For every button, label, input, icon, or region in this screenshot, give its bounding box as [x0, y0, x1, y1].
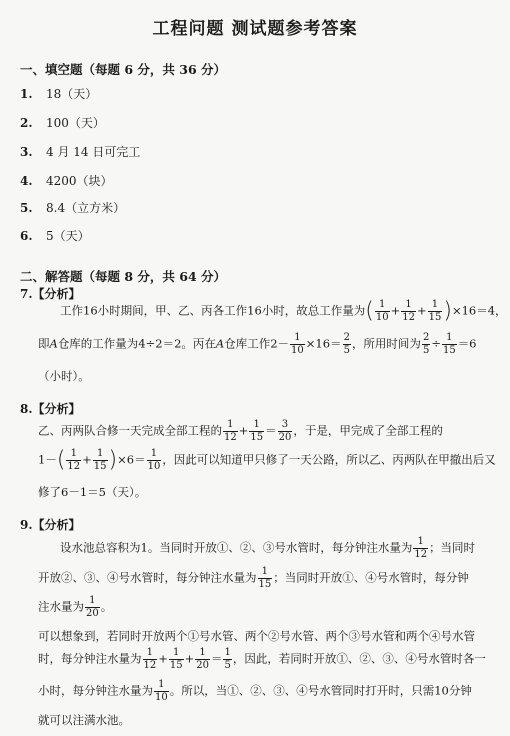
q7-text: 即 — [38, 336, 50, 351]
q9-line4: 可以想象到，若同时开放两个①号水管、两个②号水管、两个③号水管和两个④号水管 — [38, 629, 475, 643]
q8-text: ，因此可以知道甲只修了一天公路，所以乙、丙两队在甲撤出后又 — [162, 452, 496, 467]
q8-line2: 1－( $\frac{1}{12}$ + $\frac{1}{15}$ )×6＝ $\frac{1}{10}$ ，因此可以知道甲只修了一天公路，所以乙、丙两队在甲撤出后又 — [38, 447, 496, 473]
fill-answer-text: 8.4（立方米） — [46, 201, 126, 215]
q8-text: 乙、丙两队合修一天完成全部工程的 — [38, 423, 222, 438]
q8-line1: 乙、丙两队合修一天完成全部工程的 $\frac{1}{12}$ + $\frac{1}{15}$ ＝ $\frac{3}{20}$ ，于是，甲完成了全部工程的 — [38, 419, 443, 443]
q8-text: 1－ — [38, 452, 57, 467]
q7-line3: （小时）。 — [38, 369, 90, 383]
q9-line5: 时，每分钟注水量为 $\frac{1}{12}$ + $\frac{1}{15}$ + $\frac{1}{20}$ ＝ $\frac{1}{5}$ ，因此，若同时开放①、②、③、④号水管时各一 — [38, 647, 486, 671]
q7-var: A — [49, 336, 58, 351]
q7-text: ，所用时间为 — [351, 336, 421, 351]
q9-text: ；当同时 — [429, 540, 476, 555]
fraction: $\frac{1}{15}$ — [169, 647, 183, 671]
q9-text: ，因此，若同时开放①、②、③、④号水管时各一 — [232, 651, 486, 666]
paren-left: ( — [365, 298, 374, 324]
q7-text: 仓库的工作量为4÷2＝2。丙在 — [57, 336, 216, 351]
fraction: $\frac{1}{20}$ — [86, 595, 99, 619]
fill-answer-item — [20, 85, 97, 102]
q8-text: ×6＝ — [117, 452, 146, 467]
paren-right: ) — [108, 447, 118, 473]
fraction: $\frac{1}{15}$ — [258, 566, 272, 590]
fraction: $\frac{1}{12}$ — [224, 419, 237, 443]
fill-answer-number: 1. — [20, 87, 33, 101]
fraction: $\frac{1}{12}$ — [402, 299, 415, 323]
fraction: $\frac{1}{10}$ — [375, 299, 389, 323]
fraction: $\frac{1}{10}$ — [291, 332, 304, 356]
fraction: $\frac{1}{10}$ — [147, 448, 161, 472]
q8-text: ，于是，甲完成了全部工程的 — [293, 423, 443, 438]
q7-text: ×16＝4， — [451, 303, 507, 318]
q8-line3: 修了6－1＝5（天）。 — [38, 485, 147, 499]
fill-answer-number: 5. — [20, 201, 33, 215]
q9-line7: 就可以注满水池。 — [38, 713, 130, 727]
q9-line3 — [38, 596, 112, 619]
fill-answer-text: 18（天） — [46, 87, 98, 101]
q7-line1: 工作16小时期间，甲、乙、丙各工作16小时，故总工作量为( $\frac{1}{10}$ + $\frac{1}{12}$ + $\frac{1}{15}$ )×16＝4， — [60, 298, 507, 324]
q7-text: ×16＝ — [305, 336, 342, 351]
fraction: $\frac{1}{10}$ — [155, 679, 168, 703]
section-answer-heading: 二、解答题（每题 8 分，共 64 分） — [20, 269, 227, 284]
q7-text: 仓库工作2－ — [224, 336, 290, 351]
fraction: $\frac{1}{12}$ — [143, 647, 157, 671]
fraction: $\frac{1}{12}$ — [414, 536, 428, 560]
fill-answer-number: 3. — [20, 145, 33, 159]
fill-answer-item — [20, 199, 125, 216]
q9-text: ；当同时开放①、④号水管时，每分钟 — [273, 570, 469, 585]
fill-answer-item — [20, 143, 140, 160]
fill-answer-text: 4 月 14 日可完工 — [46, 145, 141, 159]
fraction: $\frac{1}{15}$ — [442, 332, 456, 356]
q9-text: 开放②、③、④号水管时，每分钟注水量为 — [38, 570, 257, 585]
section-fill-heading: 一、填空题（每题 6 分，共 36 分） — [20, 62, 227, 77]
fill-answer-item — [20, 227, 90, 244]
q9-text: 时，每分钟注水量为 — [38, 651, 142, 666]
q7-head: 7.【分析】 — [20, 287, 81, 301]
fill-answer-number: 6. — [20, 229, 33, 243]
fraction: $\frac{1}{15}$ — [428, 299, 442, 323]
fraction: $\frac{1}{5}$ — [224, 647, 231, 671]
fraction: $\frac{2}{5}$ — [422, 332, 430, 356]
q7-text: ＝6 — [457, 336, 477, 351]
q9-head: 9.【分析】 — [20, 518, 81, 532]
fill-answer-number: 4. — [20, 174, 33, 188]
fraction: $\frac{1}{15}$ — [250, 419, 264, 443]
fraction: $\frac{2}{5}$ — [343, 332, 350, 356]
q7-var: A — [215, 336, 225, 351]
q7-text: ÷ — [431, 336, 441, 351]
paren-right: ) — [443, 298, 452, 324]
q9-line2 — [38, 567, 469, 590]
paren-left: ( — [56, 447, 66, 473]
fill-answer-item — [20, 172, 113, 189]
q9-line6 — [38, 680, 472, 703]
fraction: $\frac{1}{15}$ — [93, 448, 107, 472]
fill-answer-item — [20, 114, 105, 131]
q8-head: 8.【分析】 — [20, 402, 81, 416]
q9-text: 小时，每分钟注水量为 — [38, 683, 153, 698]
q9-text: 注水量为 — [38, 599, 84, 614]
fill-answer-text: 100（天） — [46, 116, 105, 130]
page-title: 工程问题 测试题参考答案 — [152, 19, 358, 39]
fill-answer-text: 4200（块） — [46, 174, 113, 188]
fill-answer-number: 2. — [20, 116, 33, 130]
q9-text: 设水池总容积为1。当同时开放①、②、③号水管时，每分钟注水量为 — [60, 540, 413, 555]
q9-text: 。所以，当①、②、③、④号水管同时打开时，只需10分钟 — [169, 683, 472, 698]
fraction: $\frac{1}{20}$ — [196, 647, 209, 671]
q9-text: 。 — [100, 599, 113, 614]
q7-line2 — [38, 333, 477, 356]
fill-answer-text: 5（天） — [46, 229, 90, 243]
q7-text: 工作16小时期间，甲、乙、丙各工作16小时，故总工作量为 — [60, 303, 366, 318]
q9-line1 — [60, 537, 475, 560]
fraction: $\frac{3}{20}$ — [278, 419, 292, 443]
fraction: $\frac{1}{12}$ — [67, 448, 81, 472]
